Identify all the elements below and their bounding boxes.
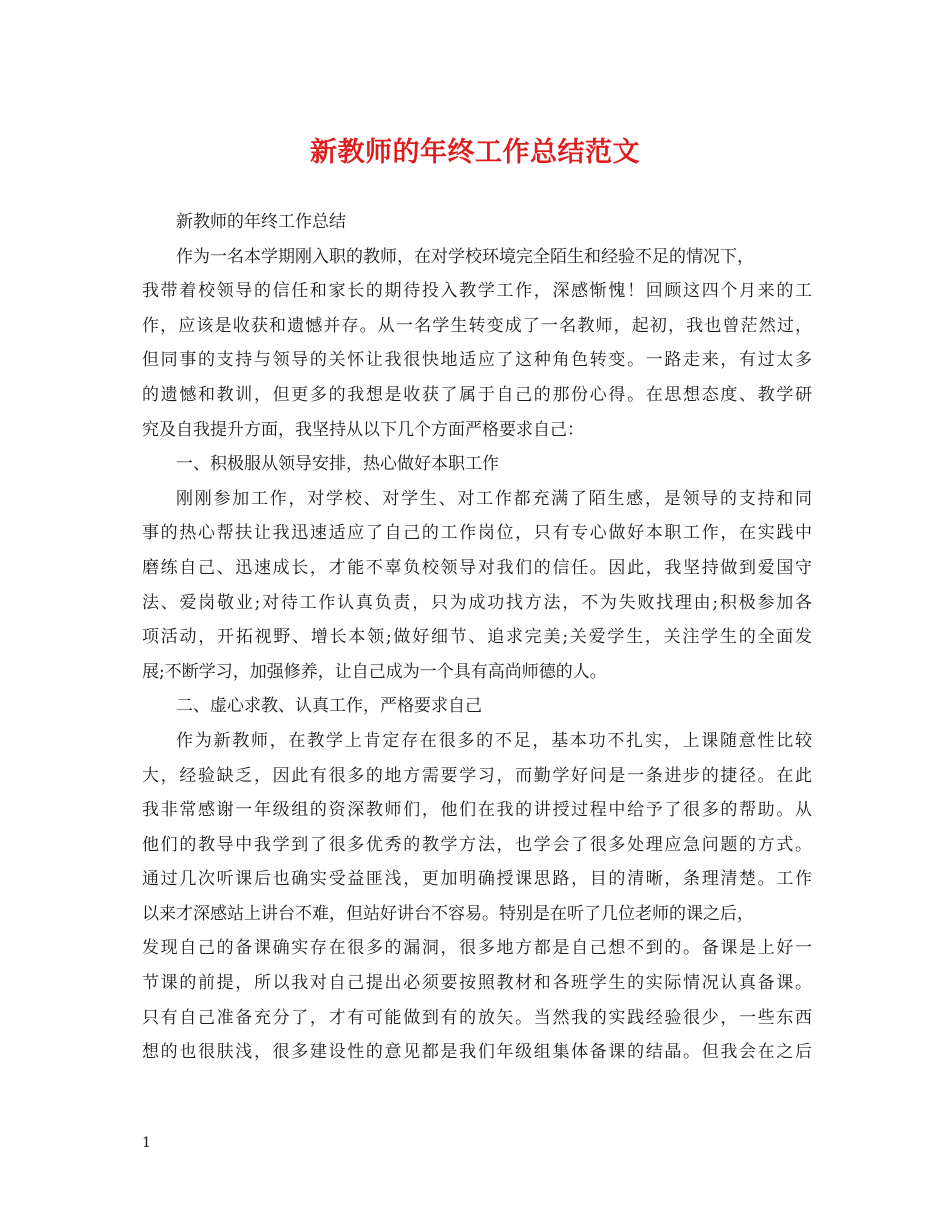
paragraph-line: 磨练自己、迅速成长，才能不辜负校领导对我们的信任。因此，我坚持做到爱国守 [142,557,812,578]
page-number: 1 [142,1135,151,1151]
paragraph-line: 节课的前提，所以我对自己提出必须要按照教材和各班学生的实际情况认真备课。 [142,973,812,994]
paragraph-line: 作为一名本学期刚入职的教师，在对学校环境完全陌生和经验不足的情况下， [176,246,754,267]
paragraph-line: 作，应该是收获和遗憾并存。从一名学生转变成了一名教师，起初，我也曾茫然过， [142,315,812,336]
section-heading-line: 新教师的年终工作总结 [176,212,346,232]
paragraph-line: 通过几次听课后也确实受益匪浅，更加明确授课思路，目的清晰，条理清楚。工作 [142,869,812,890]
paragraph-line: 他们的教导中我学到了很多优秀的教学方法，也学会了很多处理应急问题的方式。 [142,834,812,855]
paragraph-line: 只有自己准备充分了，才有可能做到有的放矢。当然我的实践经验很少，一些东西 [142,1007,812,1028]
section-heading-line: 二、虚心求教、认真工作，严格要求自己 [176,696,482,717]
paragraph-line: 以来才深感站上讲台不难，但站好讲台不容易。特别是在听了几位老师的课之后， [142,903,754,924]
paragraph-line: 事的热心帮扶让我迅速适应了自己的工作岗位，只有专心做好本职工作，在实践中 [142,523,812,544]
paragraph-line: 展;不断学习，加强修养，让自己成为一个具有高尚师德的人。 [142,661,607,682]
paragraph-line: 但同事的支持与领导的关怀让我很快地适应了这种角色转变。一路走来，有过太多 [142,350,812,371]
paragraph-line: 刚刚参加工作，对学校、对学生、对工作都充满了陌生感，是领导的支持和同 [176,488,812,509]
paragraph-line: 的遗憾和教训，但更多的我想是收获了属于自己的那份心得。在思想态度、教学研 [142,384,812,405]
paragraph-line: 究及自我提升方面，我坚持从以下几个方面严格要求自己： [142,419,584,440]
paragraph-line: 大，经验缺乏，因此有很多的地方需要学习，而勤学好问是一条进步的捷径。在此 [142,765,812,786]
section-heading-line: 一、积极服从领导安排，热心做好本职工作 [176,454,499,475]
paragraph-line: 我非常感谢一年级组的资深教师们，他们在我的讲授过程中给予了很多的帮助。从 [142,800,812,821]
paragraph-line: 法、爱岗敬业;对待工作认真负责，只为成功找方法，不为失败找理由;积极参加各 [142,592,812,613]
paragraph-line: 我带着校领导的信任和家长的期待投入教学工作，深感惭愧！回顾这四个月来的工 [142,281,812,302]
paragraph-line: 作为新教师，在教学上肯定存在很多的不足，基本功不扎实，上课随意性比较 [176,730,812,751]
paragraph-line: 发现自己的备课确实存在很多的漏洞，很多地方都是自己想不到的。备课是上好一 [142,938,812,959]
paragraph-line: 想的也很肤浅，很多建设性的意见都是我们年级组集体备课的结晶。但我会在之后 [142,1042,812,1063]
page-title: 新教师的年终工作总结范文 [310,137,640,168]
paragraph-line: 项活动，开拓视野、增长本领;做好细节、追求完美;关爱学生，关注学生的全面发 [142,627,812,648]
document-body [142,205,812,1070]
